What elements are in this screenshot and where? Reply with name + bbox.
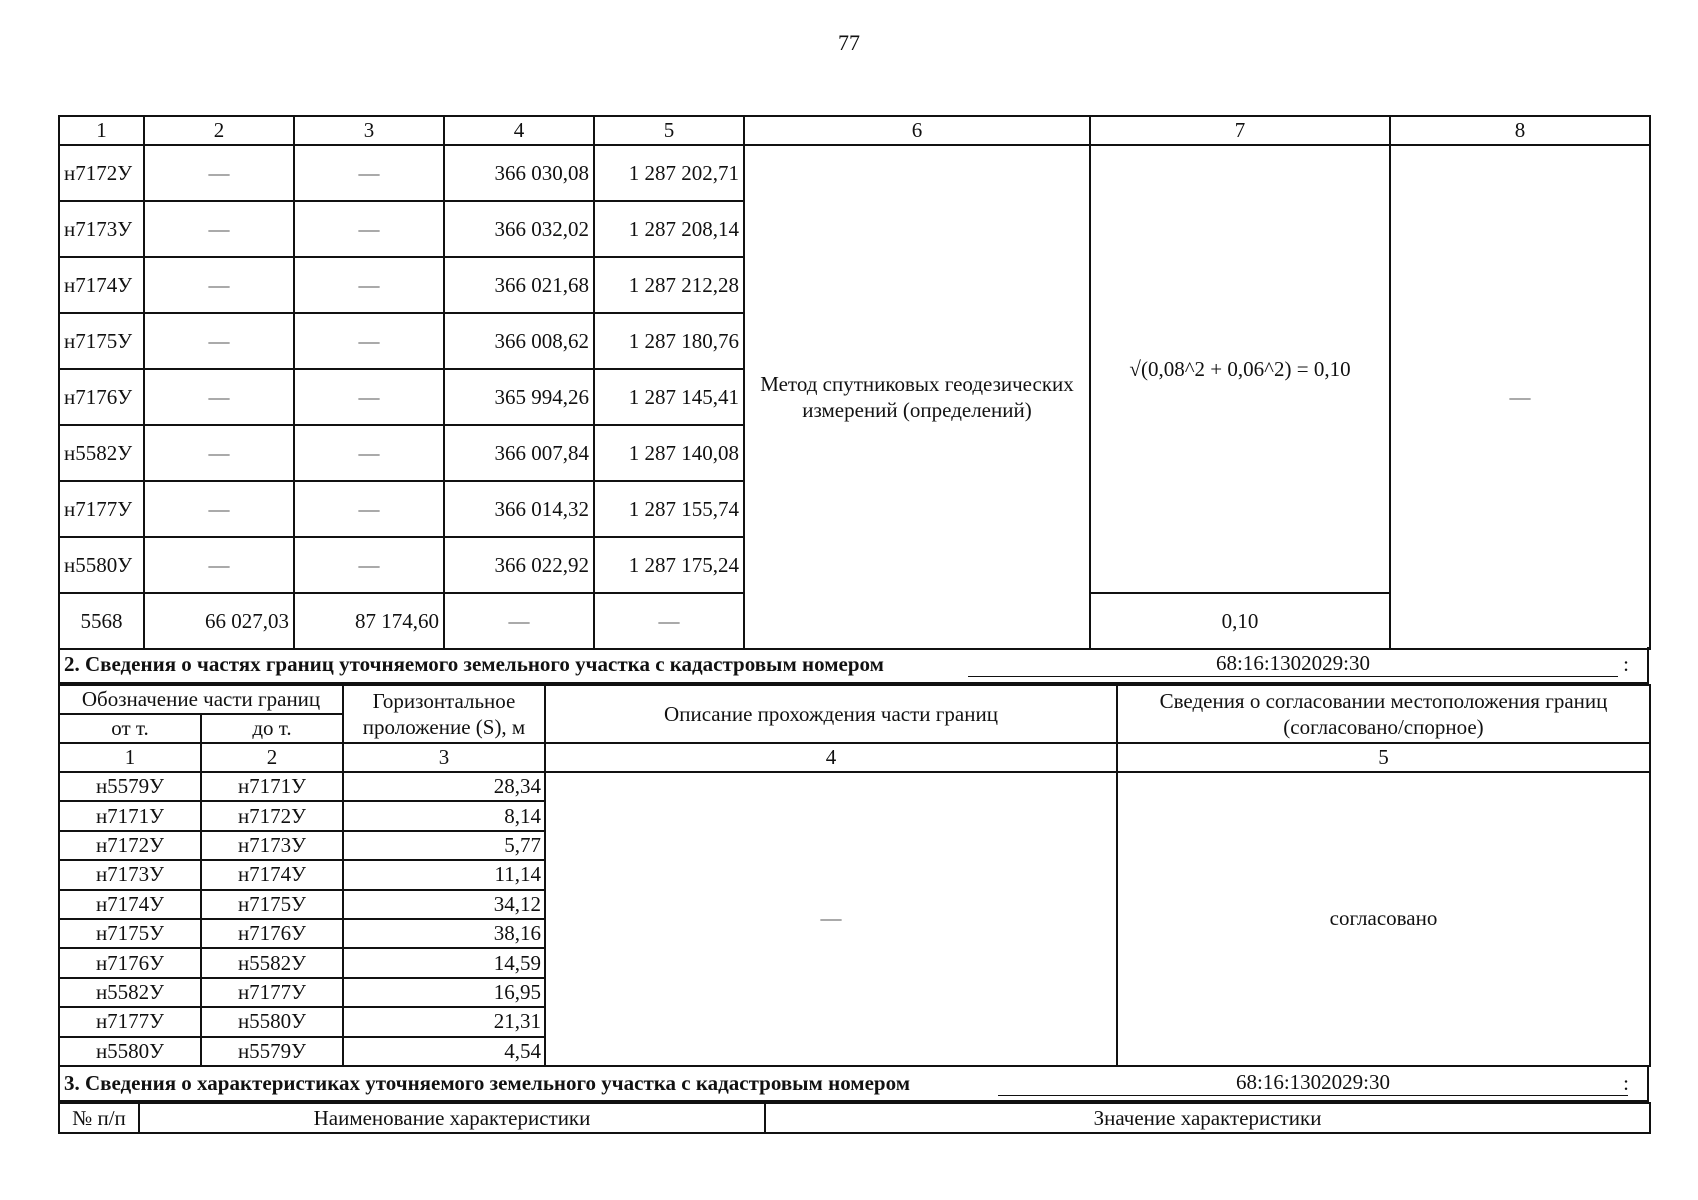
x-cell: 366 021,68	[444, 257, 594, 313]
point-cell: н7177У	[59, 481, 144, 537]
description-cell: —	[545, 772, 1117, 1066]
col-number: 5	[1117, 743, 1650, 772]
method-cell: Метод спутниковых геодезических измерений (определений)	[744, 145, 1090, 649]
col-number: 1	[59, 743, 201, 772]
col-number: 4	[545, 743, 1117, 772]
col2-cell: —	[144, 481, 294, 537]
table-row	[59, 145, 1650, 201]
to-cell: н7171У	[201, 772, 343, 801]
agreement-header: Сведения о согласовании местоположения границ (согласовано/спорное)	[1117, 685, 1650, 743]
to-cell: н5582У	[201, 948, 343, 977]
x-cell: 366 030,08	[444, 145, 594, 201]
distance-cell: 4,54	[343, 1037, 545, 1066]
point-cell: н7176У	[59, 369, 144, 425]
col3-cell: —	[294, 145, 444, 201]
formula-cell: √(0,08^2 + 0,06^2) = 0,10	[1090, 145, 1390, 593]
col3-cell: —	[294, 369, 444, 425]
to-cell: н5579У	[201, 1037, 343, 1066]
from-cell: н5580У	[59, 1037, 201, 1066]
col3-cell: —	[294, 313, 444, 369]
col2-cell: —	[144, 425, 294, 481]
from-cell: н5582У	[59, 978, 201, 1007]
from-cell: н7177У	[59, 1007, 201, 1036]
distance-cell: 34,12	[343, 890, 545, 919]
col3-cell: 87 174,60	[294, 593, 444, 649]
distance-cell: 38,16	[343, 919, 545, 948]
y-cell: 1 287 202,71	[594, 145, 744, 201]
from-header: от т.	[59, 714, 201, 743]
point-cell: 5568	[59, 593, 144, 649]
name-header: Наименование характеристики	[139, 1103, 765, 1133]
from-cell: н7171У	[59, 801, 201, 830]
x-cell: 366 022,92	[444, 537, 594, 593]
col-number: 7	[1090, 116, 1390, 145]
section2-title-bar	[58, 647, 1649, 684]
distance-cell: 21,31	[343, 1007, 545, 1036]
col-number: 4	[444, 116, 594, 145]
y-cell: —	[594, 593, 744, 649]
table1-header-row	[59, 116, 1650, 145]
col2-cell: 66 027,03	[144, 593, 294, 649]
table2-header-row	[59, 685, 1650, 714]
col3-cell: —	[294, 425, 444, 481]
section2-cadastral-number: 68:16:1302029:30	[968, 651, 1618, 677]
section3-colon: :	[1623, 1070, 1629, 1095]
col-number: 3	[294, 116, 444, 145]
col-number: 8	[1390, 116, 1650, 145]
x-cell: 366 008,62	[444, 313, 594, 369]
col-number: 2	[201, 743, 343, 772]
to-cell: н7173У	[201, 831, 343, 860]
to-cell: н7174У	[201, 860, 343, 889]
characteristics-table	[58, 1102, 1651, 1134]
x-cell: 366 007,84	[444, 425, 594, 481]
description-header: Описание прохождения части границ	[545, 685, 1117, 743]
col3-cell: —	[294, 257, 444, 313]
to-cell: н5580У	[201, 1007, 343, 1036]
from-cell: н7173У	[59, 860, 201, 889]
col2-cell: —	[144, 369, 294, 425]
col-number: 1	[59, 116, 144, 145]
point-cell: н7174У	[59, 257, 144, 313]
y-cell: 1 287 180,76	[594, 313, 744, 369]
point-cell: н5582У	[59, 425, 144, 481]
designation-header: Обозначение части границ	[59, 685, 343, 714]
distance-cell: 28,34	[343, 772, 545, 801]
section2-title: 2. Сведения о частях границ уточняемого земельного участка с кадастровым номером	[64, 652, 884, 676]
x-cell: 366 032,02	[444, 201, 594, 257]
col2-cell: —	[144, 201, 294, 257]
col2-cell: —	[144, 145, 294, 201]
table-row	[59, 772, 1650, 801]
horizontal-header: Горизонтальное проложение (S), м	[343, 685, 545, 743]
to-header: до т.	[201, 714, 343, 743]
point-cell: н7172У	[59, 145, 144, 201]
x-cell: 366 014,32	[444, 481, 594, 537]
to-cell: н7176У	[201, 919, 343, 948]
value-header: Значение характеристики	[765, 1103, 1650, 1133]
y-cell: 1 287 212,28	[594, 257, 744, 313]
distance-cell: 16,95	[343, 978, 545, 1007]
distance-cell: 8,14	[343, 801, 545, 830]
from-cell: н7176У	[59, 948, 201, 977]
col3-cell: —	[294, 481, 444, 537]
table3-header-row	[59, 1103, 1650, 1133]
from-cell: н7172У	[59, 831, 201, 860]
col2-cell: —	[144, 313, 294, 369]
to-cell: н7177У	[201, 978, 343, 1007]
distance-cell: 5,77	[343, 831, 545, 860]
col-number: 2	[144, 116, 294, 145]
col-number: 3	[343, 743, 545, 772]
col2-cell: —	[144, 537, 294, 593]
agreement-cell: согласовано	[1117, 772, 1650, 1066]
page-number: 77	[838, 30, 860, 55]
col3-cell: —	[294, 537, 444, 593]
y-cell: 1 287 140,08	[594, 425, 744, 481]
to-cell: н7175У	[201, 890, 343, 919]
table2-number-row	[59, 743, 1650, 772]
y-cell: 1 287 145,41	[594, 369, 744, 425]
num-header: № п/п	[59, 1103, 139, 1133]
to-cell: н7172У	[201, 801, 343, 830]
section3-cadastral-number: 68:16:1302029:30	[998, 1070, 1628, 1096]
boundary-parts-table	[58, 684, 1651, 1067]
point-cell: н5580У	[59, 537, 144, 593]
col8-cell: —	[1390, 145, 1650, 649]
y-cell: 1 287 155,74	[594, 481, 744, 537]
from-cell: н5579У	[59, 772, 201, 801]
distance-cell: 11,14	[343, 860, 545, 889]
x-cell: 365 994,26	[444, 369, 594, 425]
section3-title-bar	[58, 1066, 1649, 1102]
y-cell: 1 287 175,24	[594, 537, 744, 593]
y-cell: 1 287 208,14	[594, 201, 744, 257]
section3-title: 3. Сведения о характеристиках уточняемого земельного участка с кадастровым номером	[64, 1070, 911, 1095]
coordinates-table	[58, 115, 1651, 650]
point-cell: н7173У	[59, 201, 144, 257]
col-number: 6	[744, 116, 1090, 145]
col2-cell: —	[144, 257, 294, 313]
from-cell: н7175У	[59, 919, 201, 948]
section2-colon: :	[1623, 652, 1629, 676]
col3-cell: —	[294, 201, 444, 257]
x-cell: —	[444, 593, 594, 649]
point-cell: н7175У	[59, 313, 144, 369]
distance-cell: 14,59	[343, 948, 545, 977]
col7-cell: 0,10	[1090, 593, 1390, 649]
col-number: 5	[594, 116, 744, 145]
from-cell: н7174У	[59, 890, 201, 919]
